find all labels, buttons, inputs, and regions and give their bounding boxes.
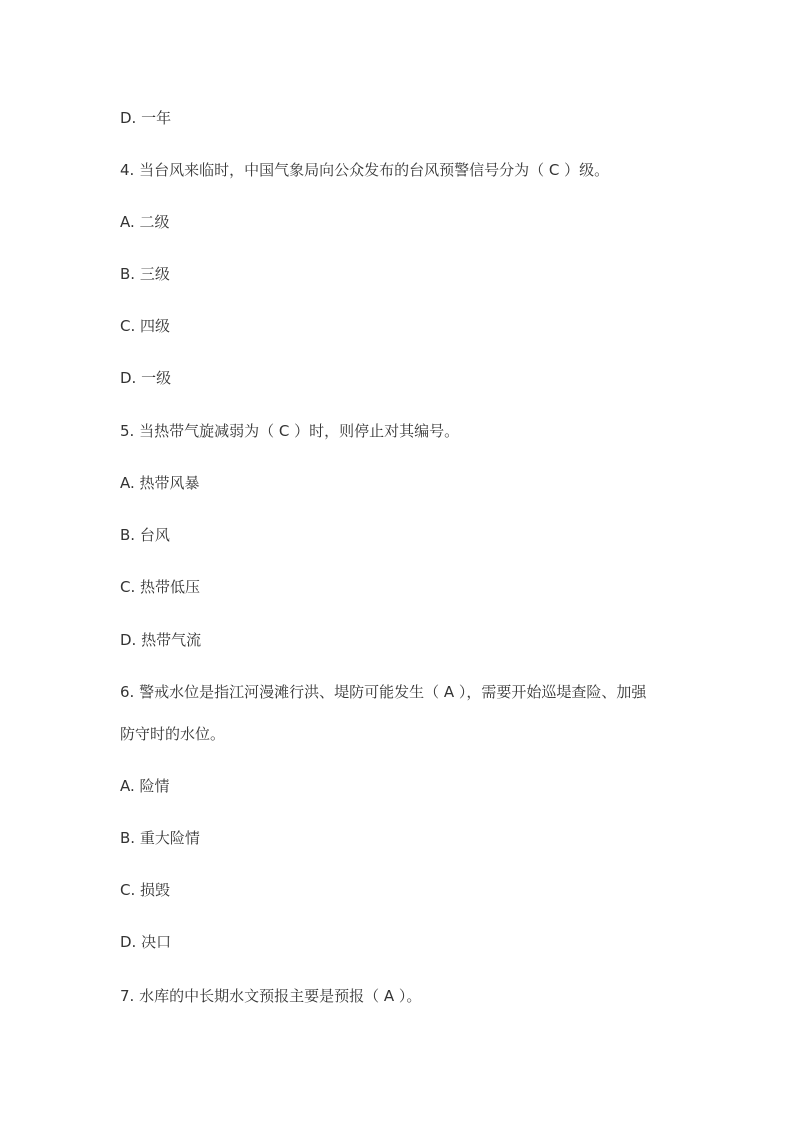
- question-line: 6. 警戒水位是指江河漫滩行洪、堤防可能发生（ A ），需要开始巡堤查险、加强: [120, 683, 647, 701]
- option-line: C. 热带低压: [120, 578, 201, 596]
- option-line: D. 一级: [120, 369, 172, 387]
- option-line: C. 四级: [120, 317, 171, 335]
- question-continuation-line: 防守时的水位。: [120, 725, 226, 743]
- question-line: 4. 当台风来临时，中国气象局向公众发布的台风预警信号分为（ C ）级。: [120, 161, 610, 179]
- question-line: 7. 水库的中长期水文预报主要是预报（ A ）。: [120, 987, 422, 1005]
- option-line: A. 险情: [120, 777, 170, 795]
- option-line: C. 损毁: [120, 881, 171, 899]
- option-line: B. 重大险情: [120, 829, 200, 847]
- option-line: D. 决口: [120, 933, 172, 951]
- option-line: A. 二级: [120, 213, 170, 231]
- option-line: D. 一年: [120, 109, 172, 127]
- option-line: B. 台风: [120, 526, 170, 544]
- question-line: 5. 当热带气旋减弱为（ C ）时，则停止对其编号。: [120, 422, 460, 440]
- option-line: D. 热带气流: [120, 631, 202, 649]
- option-line: A. 热带风暴: [120, 474, 200, 492]
- option-line: B. 三级: [120, 265, 170, 283]
